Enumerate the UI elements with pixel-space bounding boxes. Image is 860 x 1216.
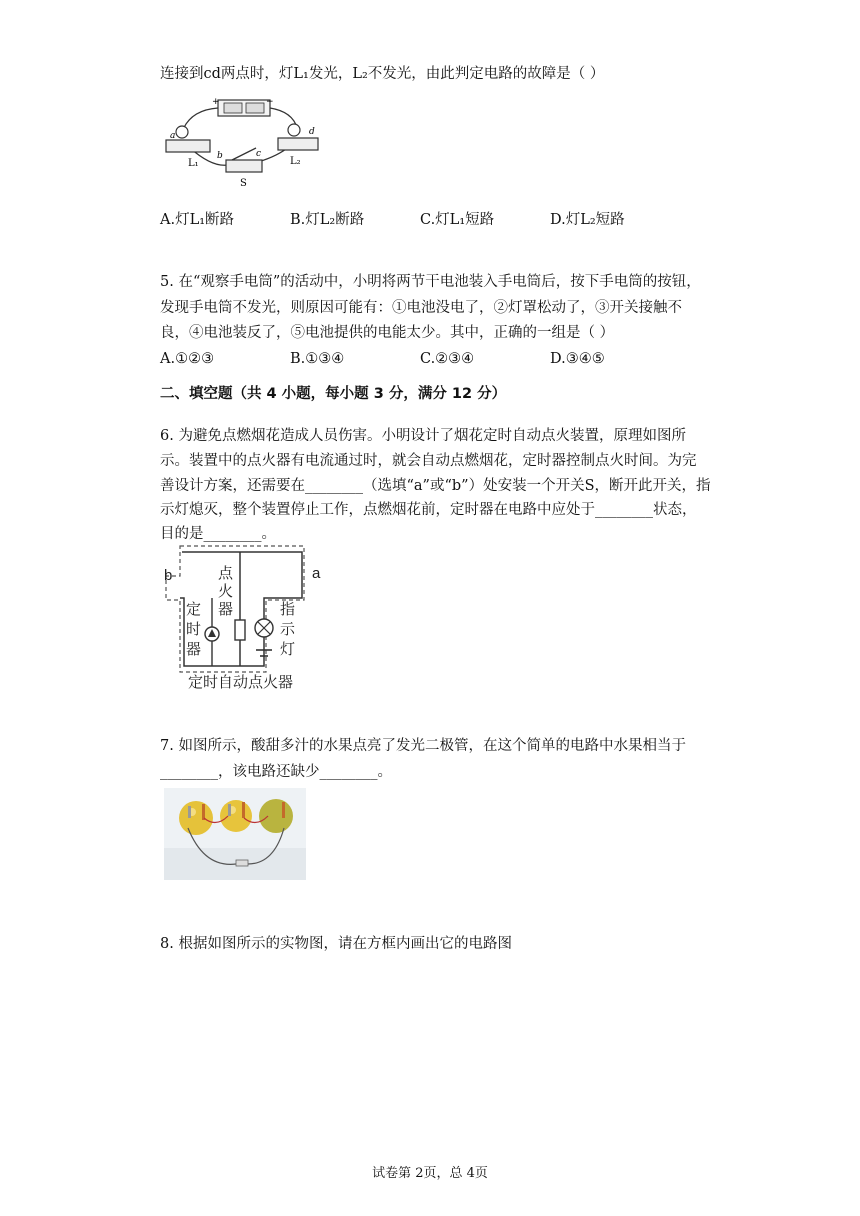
q6-label-b: b: [164, 567, 173, 584]
q5-line-2: 发现手电筒不发光，则原因可能有：①电池没电了，②灯罩松动了，③开关接触不: [160, 300, 682, 316]
q6-line-4: 示灯熄灭，整个装置停止工作，点燃烟花前，定时器在电路中应处于________状态，: [160, 502, 697, 518]
q4-label-d: d: [309, 127, 315, 137]
q6-figure-caption: 定时自动点火器: [188, 674, 294, 691]
q4-option-c: C.灯L₁短路: [420, 212, 495, 228]
battery-plus-label: +: [212, 97, 220, 107]
q7-fruit-battery-photo: [164, 788, 306, 880]
q4-circuit-figure: [160, 92, 320, 192]
q4-label-s: S: [240, 178, 247, 189]
q6-label-a: a: [312, 565, 321, 582]
q6-line-3: 善设计方案，还需要在________（选填“a”或“b”）处安装一个开关S，断开此开关，指: [160, 478, 711, 494]
q4-stem: 连接到cd两点时，灯L₁发光，L₂不发光，由此判定电路的故障是（ ）: [160, 66, 605, 82]
section-heading: 二、填空题（共 4 小题，每小题 3 分，满分 12 分）: [160, 386, 507, 402]
q4-option-b: B.灯L₂断路: [290, 212, 365, 228]
battery-minus-label: −: [266, 97, 274, 107]
timer-label: 定时器: [186, 601, 202, 658]
q5-option-a: A.①②③: [160, 351, 215, 367]
igniter-label: 点火器: [218, 565, 234, 618]
q5-option-b: B.①③④: [290, 351, 345, 367]
q4-label-b: b: [217, 151, 223, 161]
q4-option-d: D.灯L₂短路: [550, 212, 625, 228]
page-footer: 试卷第 2页，总 4页: [372, 1166, 488, 1181]
q6-line-2: 示。装置中的点火器有电流通过时，就会自动点燃烟花，定时器控制点火时间。为完: [160, 453, 697, 469]
q5-line-3: 良，④电池装反了，⑤电池提供的电能太少。其中，正确的一组是（ ）: [160, 325, 615, 341]
q5-option-d: D.③④⑤: [550, 351, 605, 367]
q4-label-c: c: [256, 149, 262, 159]
q4-label-l1: L₁: [188, 158, 199, 169]
q4-option-a: A.灯L₁断路: [160, 212, 235, 228]
indicator-label: 指示灯: [280, 601, 296, 658]
q7-line-2: ________，该电路还缺少________。: [160, 764, 392, 780]
q4-label-a: a: [170, 131, 176, 141]
q5-option-c: C.②③④: [420, 351, 475, 367]
q8-line: 8. 根据如图所示的实物图，请在方框内画出它的电路图: [160, 936, 512, 952]
q5-line-1: 5. 在“观察手电筒”的活动中，小明将两节干电池装入手电筒后，按下手电筒的按钮，: [160, 274, 701, 290]
q6-igniter-circuit: [160, 540, 330, 692]
q6-line-1: 6. 为避免点燃烟花造成人员伤害。小明设计了烟花定时自动点火装置，原理如图所: [160, 428, 686, 444]
q4-label-l2: L₂: [290, 156, 301, 167]
q7-line-1: 7. 如图所示，酸甜多汁的水果点亮了发光二极管，在这个简单的电路中水果相当于: [160, 738, 686, 754]
q6-line-5: 目的是________。: [160, 526, 276, 542]
